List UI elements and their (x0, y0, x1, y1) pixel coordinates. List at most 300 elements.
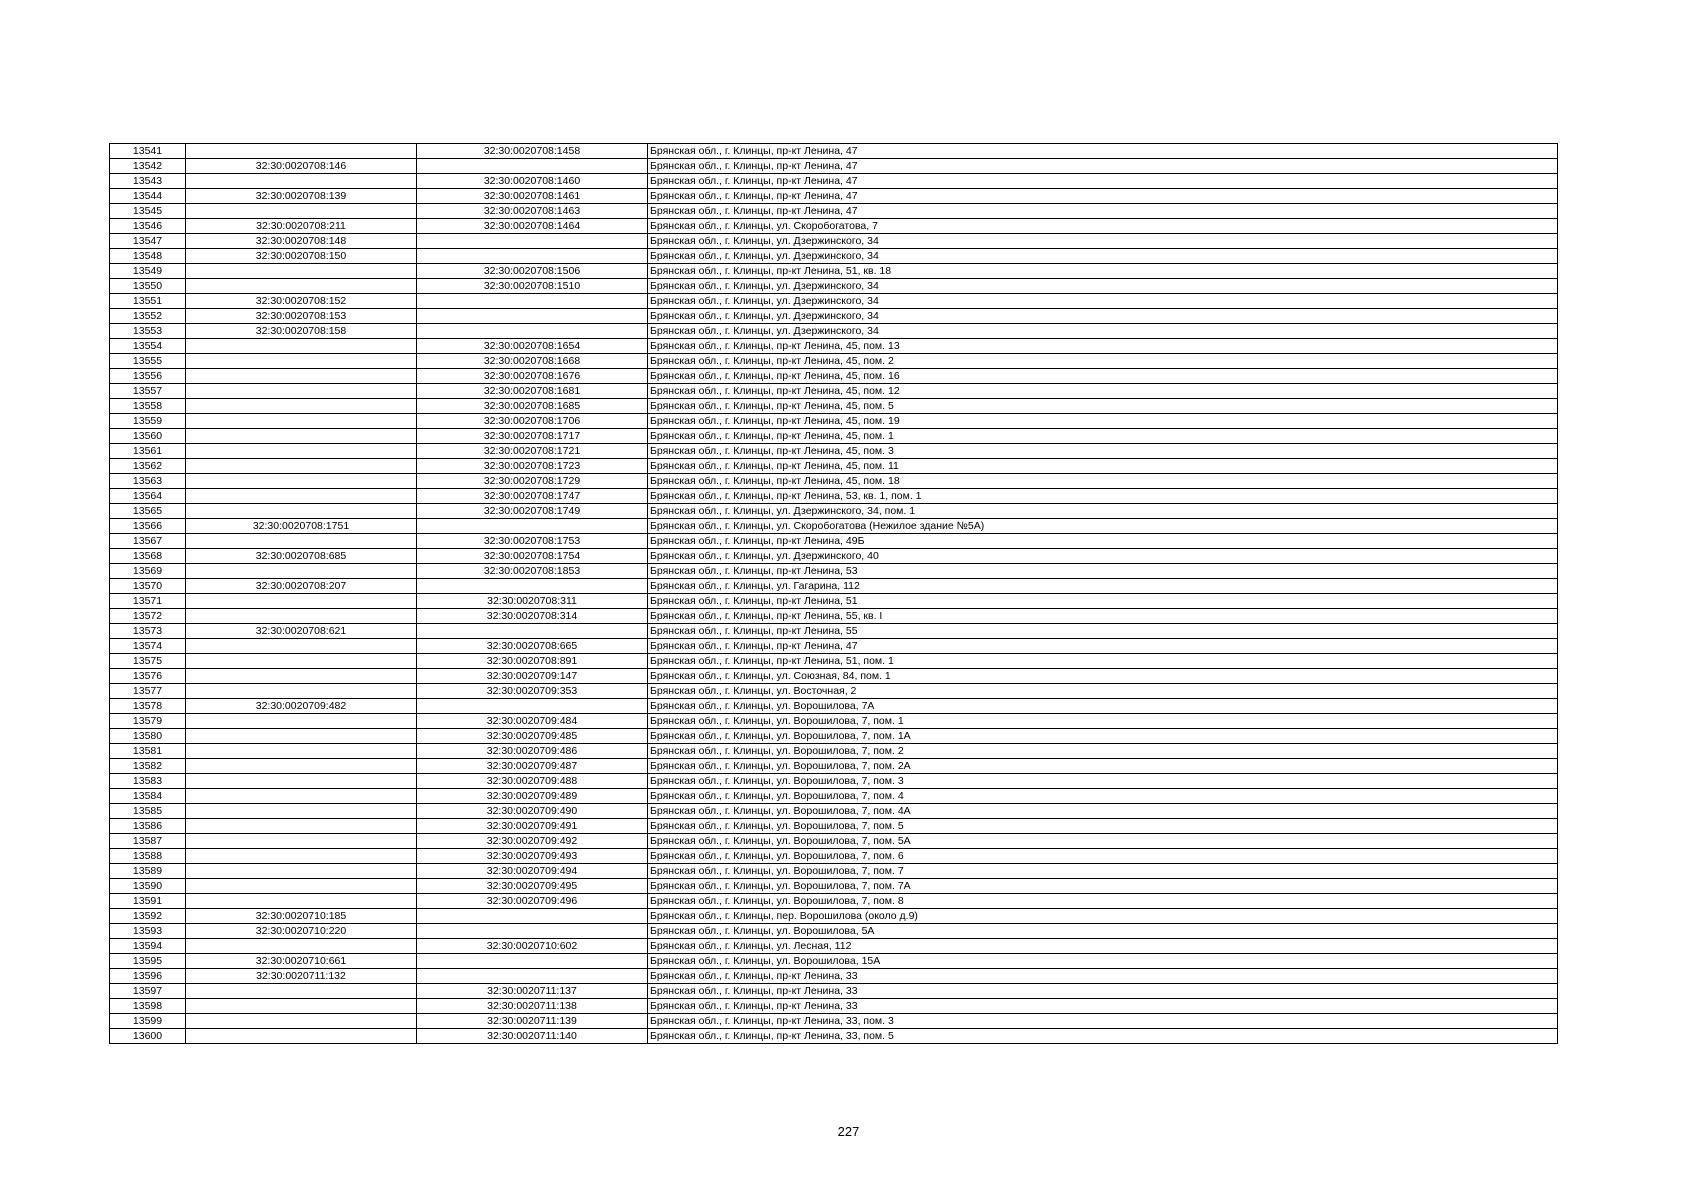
address-cell: Брянская обл., г. Клинцы, ул. Ворошилова, 7, пом. 4 (648, 789, 1558, 804)
address-cell: Брянская обл., г. Клинцы, пр-кт Ленина, 47 (648, 174, 1558, 189)
land-plot-cadastral-cell (186, 984, 417, 999)
address-cell: Брянская обл., г. Клинцы, пр-кт Ленина, 33 (648, 969, 1558, 984)
building-cadastral-cell: 32:30:0020709:491 (417, 819, 648, 834)
row-number-cell: 13587 (110, 834, 186, 849)
row-number-cell: 13558 (110, 399, 186, 414)
land-plot-cadastral-cell (186, 879, 417, 894)
row-number-cell: 13557 (110, 384, 186, 399)
land-plot-cadastral-cell (186, 999, 417, 1014)
row-number-cell: 13581 (110, 744, 186, 759)
land-plot-cadastral-cell (186, 1014, 417, 1029)
table-row (110, 144, 1558, 159)
row-number-cell: 13589 (110, 864, 186, 879)
building-cadastral-cell: 32:30:0020709:488 (417, 774, 648, 789)
address-cell: Брянская обл., г. Клинцы, ул. Дзержинского, 34 (648, 279, 1558, 294)
row-number-cell: 13546 (110, 219, 186, 234)
table-row (110, 489, 1558, 504)
building-cadastral-cell: 32:30:0020708:1754 (417, 549, 648, 564)
table-row (110, 234, 1558, 249)
building-cadastral-cell: 32:30:0020709:487 (417, 759, 648, 774)
land-plot-cadastral-cell (186, 819, 417, 834)
address-cell: Брянская обл., г. Клинцы, пр-кт Ленина, 45, пом. 1 (648, 429, 1558, 444)
table-row (110, 594, 1558, 609)
row-number-cell: 13569 (110, 564, 186, 579)
table-row (110, 849, 1558, 864)
row-number-cell: 13593 (110, 924, 186, 939)
row-number-cell: 13551 (110, 294, 186, 309)
address-cell: Брянская обл., г. Клинцы, ул. Ворошилова, 7, пом. 7 (648, 864, 1558, 879)
table-row (110, 834, 1558, 849)
address-cell: Брянская обл., г. Клинцы, пр-кт Ленина, 47 (648, 189, 1558, 204)
row-number-cell: 13580 (110, 729, 186, 744)
address-cell: Брянская обл., г. Клинцы, пр-кт Ленина, 45, пом. 16 (648, 369, 1558, 384)
table-row (110, 624, 1558, 639)
address-cell: Брянская обл., г. Клинцы, ул. Дзержинского, 34 (648, 294, 1558, 309)
land-plot-cadastral-cell (186, 279, 417, 294)
row-number-cell: 13549 (110, 264, 186, 279)
land-plot-cadastral-cell (186, 774, 417, 789)
address-cell: Брянская обл., г. Клинцы, пр-кт Ленина, 45, пом. 18 (648, 474, 1558, 489)
address-cell: Брянская обл., г. Клинцы, пр-кт Ленина, 55 (648, 624, 1558, 639)
address-cell: Брянская обл., г. Клинцы, ул. Ворошилова, 5А (648, 924, 1558, 939)
address-cell: Брянская обл., г. Клинцы, ул. Ворошилова, 7, пом. 2 (648, 744, 1558, 759)
building-cadastral-cell: 32:30:0020711:140 (417, 1029, 648, 1044)
building-cadastral-cell: 32:30:0020708:1668 (417, 354, 648, 369)
table-row (110, 729, 1558, 744)
building-cadastral-cell: 32:30:0020709:147 (417, 669, 648, 684)
land-plot-cadastral-cell: 32:30:0020710:185 (186, 909, 417, 924)
row-number-cell: 13563 (110, 474, 186, 489)
building-cadastral-cell: 32:30:0020709:484 (417, 714, 648, 729)
building-cadastral-cell: 32:30:0020709:353 (417, 684, 648, 699)
table-row (110, 669, 1558, 684)
table-row (110, 954, 1558, 969)
address-cell: Брянская обл., г. Клинцы, пр-кт Ленина, 51, кв. 18 (648, 264, 1558, 279)
row-number-cell: 13565 (110, 504, 186, 519)
table-row (110, 504, 1558, 519)
land-plot-cadastral-cell: 32:30:0020708:207 (186, 579, 417, 594)
address-cell: Брянская обл., г. Клинцы, пр-кт Ленина, 53, кв. 1, пом. 1 (648, 489, 1558, 504)
building-cadastral-cell: 32:30:0020708:891 (417, 654, 648, 669)
land-plot-cadastral-cell (186, 744, 417, 759)
address-cell: Брянская обл., г. Клинцы, ул. Скоробогатова, 7 (648, 219, 1558, 234)
address-cell: Брянская обл., г. Клинцы, пр-кт Ленина, 47 (648, 159, 1558, 174)
land-plot-cadastral-cell: 32:30:0020708:1751 (186, 519, 417, 534)
land-plot-cadastral-cell (186, 489, 417, 504)
row-number-cell: 13542 (110, 159, 186, 174)
building-cadastral-cell: 32:30:0020708:1510 (417, 279, 648, 294)
address-cell: Брянская обл., г. Клинцы, ул. Ворошилова, 7, пом. 8 (648, 894, 1558, 909)
address-cell: Брянская обл., г. Клинцы, пр-кт Ленина, 51, пом. 1 (648, 654, 1558, 669)
building-cadastral-cell: 32:30:0020711:137 (417, 984, 648, 999)
address-cell: Брянская обл., г. Клинцы, пр-кт Ленина, 33, пом. 3 (648, 1014, 1558, 1029)
address-cell: Брянская обл., г. Клинцы, ул. Дзержинского, 34, пом. 1 (648, 504, 1558, 519)
address-cell: Брянская обл., г. Клинцы, пр-кт Ленина, 47 (648, 144, 1558, 159)
table-row (110, 189, 1558, 204)
land-plot-cadastral-cell (186, 684, 417, 699)
building-cadastral-cell (417, 249, 648, 264)
table-row (110, 219, 1558, 234)
building-cadastral-cell (417, 234, 648, 249)
building-cadastral-cell (417, 699, 648, 714)
land-plot-cadastral-cell (186, 834, 417, 849)
land-plot-cadastral-cell (186, 534, 417, 549)
address-cell: Брянская обл., г. Клинцы, пр-кт Ленина, 33 (648, 999, 1558, 1014)
building-cadastral-cell (417, 294, 648, 309)
table-row (110, 819, 1558, 834)
row-number-cell: 13568 (110, 549, 186, 564)
address-cell: Брянская обл., г. Клинцы, ул. Ворошилова, 15А (648, 954, 1558, 969)
table-row (110, 879, 1558, 894)
row-number-cell: 13582 (110, 759, 186, 774)
table-row (110, 249, 1558, 264)
row-number-cell: 13572 (110, 609, 186, 624)
row-number-cell: 13553 (110, 324, 186, 339)
table-row (110, 324, 1558, 339)
land-plot-cadastral-cell (186, 714, 417, 729)
row-number-cell: 13588 (110, 849, 186, 864)
row-number-cell: 13597 (110, 984, 186, 999)
land-plot-cadastral-cell: 32:30:0020708:153 (186, 309, 417, 324)
land-plot-cadastral-cell (186, 399, 417, 414)
row-number-cell: 13592 (110, 909, 186, 924)
land-plot-cadastral-cell (186, 204, 417, 219)
land-plot-cadastral-cell (186, 414, 417, 429)
row-number-cell: 13579 (110, 714, 186, 729)
table-row (110, 459, 1558, 474)
land-plot-cadastral-cell (186, 1029, 417, 1044)
land-plot-cadastral-cell (186, 264, 417, 279)
land-plot-cadastral-cell: 32:30:0020708:152 (186, 294, 417, 309)
table-row (110, 579, 1558, 594)
row-number-cell: 13556 (110, 369, 186, 384)
row-number-cell: 13561 (110, 444, 186, 459)
land-plot-cadastral-cell: 32:30:0020708:621 (186, 624, 417, 639)
building-cadastral-cell: 32:30:0020708:1458 (417, 144, 648, 159)
building-cadastral-cell: 32:30:0020708:1753 (417, 534, 648, 549)
building-cadastral-cell: 32:30:0020708:1654 (417, 339, 648, 354)
row-number-cell: 13585 (110, 804, 186, 819)
building-cadastral-cell (417, 969, 648, 984)
row-number-cell: 13596 (110, 969, 186, 984)
row-number-cell: 13545 (110, 204, 186, 219)
land-plot-cadastral-cell: 32:30:0020708:148 (186, 234, 417, 249)
address-cell: Брянская обл., г. Клинцы, пр-кт Ленина, 47 (648, 204, 1558, 219)
table-row (110, 654, 1558, 669)
address-cell: Брянская обл., г. Клинцы, ул. Дзержинского, 34 (648, 234, 1558, 249)
table-row (110, 984, 1558, 999)
row-number-cell: 13590 (110, 879, 186, 894)
table-row (110, 399, 1558, 414)
address-cell: Брянская обл., г. Клинцы, пр-кт Ленина, 45, пом. 12 (648, 384, 1558, 399)
building-cadastral-cell: 32:30:0020708:1460 (417, 174, 648, 189)
land-plot-cadastral-cell: 32:30:0020711:132 (186, 969, 417, 984)
land-plot-cadastral-cell (186, 339, 417, 354)
land-plot-cadastral-cell (186, 369, 417, 384)
building-cadastral-cell: 32:30:0020708:1506 (417, 264, 648, 279)
building-cadastral-cell: 32:30:0020709:490 (417, 804, 648, 819)
address-cell: Брянская обл., г. Клинцы, пр-кт Ленина, 45, пом. 19 (648, 414, 1558, 429)
table-row (110, 939, 1558, 954)
table-row (110, 159, 1558, 174)
table-row (110, 609, 1558, 624)
table-row (110, 789, 1558, 804)
land-plot-cadastral-cell (186, 789, 417, 804)
address-cell: Брянская обл., г. Клинцы, ул. Лесная, 112 (648, 939, 1558, 954)
building-cadastral-cell: 32:30:0020708:1749 (417, 504, 648, 519)
address-cell: Брянская обл., г. Клинцы, ул. Дзержинского, 34 (648, 309, 1558, 324)
row-number-cell: 13548 (110, 249, 186, 264)
address-cell: Брянская обл., г. Клинцы, ул. Восточная, 2 (648, 684, 1558, 699)
table-row (110, 564, 1558, 579)
table-row (110, 639, 1558, 654)
row-number-cell: 13598 (110, 999, 186, 1014)
table-row (110, 744, 1558, 759)
building-cadastral-cell (417, 954, 648, 969)
land-plot-cadastral-cell (186, 864, 417, 879)
row-number-cell: 13564 (110, 489, 186, 504)
address-cell: Брянская обл., г. Клинцы, ул. Ворошилова, 7, пом. 3 (648, 774, 1558, 789)
land-plot-cadastral-cell (186, 729, 417, 744)
table-row (110, 519, 1558, 534)
table-row (110, 924, 1558, 939)
building-cadastral-cell: 32:30:0020708:1461 (417, 189, 648, 204)
row-number-cell: 13583 (110, 774, 186, 789)
land-plot-cadastral-cell: 32:30:0020708:146 (186, 159, 417, 174)
land-plot-cadastral-cell (186, 429, 417, 444)
row-number-cell: 13576 (110, 669, 186, 684)
building-cadastral-cell (417, 624, 648, 639)
registry-table (109, 143, 1558, 1044)
building-cadastral-cell (417, 159, 648, 174)
land-plot-cadastral-cell (186, 939, 417, 954)
row-number-cell: 13560 (110, 429, 186, 444)
table-row (110, 414, 1558, 429)
building-cadastral-cell (417, 579, 648, 594)
table-row (110, 294, 1558, 309)
table-row (110, 1029, 1558, 1044)
address-cell: Брянская обл., г. Клинцы, ул. Ворошилова, 7, пом. 5А (648, 834, 1558, 849)
address-cell: Брянская обл., г. Клинцы, ул. Ворошилова, 7, пом. 5 (648, 819, 1558, 834)
building-cadastral-cell: 32:30:0020710:602 (417, 939, 648, 954)
table-row (110, 384, 1558, 399)
table-row (110, 999, 1558, 1014)
table-row (110, 279, 1558, 294)
address-cell: Брянская обл., г. Клинцы, ул. Дзержинского, 34 (648, 324, 1558, 339)
land-plot-cadastral-cell (186, 894, 417, 909)
building-cadastral-cell: 32:30:0020708:1747 (417, 489, 648, 504)
land-plot-cadastral-cell (186, 804, 417, 819)
row-number-cell: 13544 (110, 189, 186, 204)
row-number-cell: 13571 (110, 594, 186, 609)
row-number-cell: 13559 (110, 414, 186, 429)
table-row (110, 309, 1558, 324)
land-plot-cadastral-cell: 32:30:0020708:685 (186, 549, 417, 564)
address-cell: Брянская обл., г. Клинцы, пр-кт Ленина, 45, пом. 5 (648, 399, 1558, 414)
table-row (110, 894, 1558, 909)
building-cadastral-cell: 32:30:0020709:494 (417, 864, 648, 879)
row-number-cell: 13567 (110, 534, 186, 549)
address-cell: Брянская обл., г. Клинцы, пр-кт Ленина, 33, пом. 5 (648, 1029, 1558, 1044)
row-number-cell: 13554 (110, 339, 186, 354)
building-cadastral-cell: 32:30:0020708:1706 (417, 414, 648, 429)
registry-table-body (110, 144, 1558, 1044)
row-number-cell: 13562 (110, 459, 186, 474)
address-cell: Брянская обл., г. Клинцы, ул. Дзержинского, 34 (648, 249, 1558, 264)
table-row (110, 699, 1558, 714)
table-row (110, 429, 1558, 444)
row-number-cell: 13570 (110, 579, 186, 594)
address-cell: Брянская обл., г. Клинцы, пр-кт Ленина, 53 (648, 564, 1558, 579)
building-cadastral-cell: 32:30:0020711:138 (417, 999, 648, 1014)
row-number-cell: 13547 (110, 234, 186, 249)
table-row (110, 714, 1558, 729)
building-cadastral-cell: 32:30:0020709:492 (417, 834, 648, 849)
row-number-cell: 13573 (110, 624, 186, 639)
row-number-cell: 13543 (110, 174, 186, 189)
table-row (110, 804, 1558, 819)
row-number-cell: 13541 (110, 144, 186, 159)
land-plot-cadastral-cell (186, 759, 417, 774)
land-plot-cadastral-cell (186, 639, 417, 654)
building-cadastral-cell: 32:30:0020709:485 (417, 729, 648, 744)
building-cadastral-cell: 32:30:0020708:1723 (417, 459, 648, 474)
building-cadastral-cell: 32:30:0020708:314 (417, 609, 648, 624)
land-plot-cadastral-cell: 32:30:0020710:220 (186, 924, 417, 939)
address-cell: Брянская обл., г. Клинцы, ул. Дзержинского, 40 (648, 549, 1558, 564)
building-cadastral-cell: 32:30:0020709:496 (417, 894, 648, 909)
building-cadastral-cell: 32:30:0020708:1463 (417, 204, 648, 219)
address-cell: Брянская обл., г. Клинцы, пр-кт Ленина, 47 (648, 639, 1558, 654)
building-cadastral-cell: 32:30:0020709:493 (417, 849, 648, 864)
table-row (110, 444, 1558, 459)
land-plot-cadastral-cell (186, 504, 417, 519)
land-plot-cadastral-cell (186, 444, 417, 459)
building-cadastral-cell: 32:30:0020711:139 (417, 1014, 648, 1029)
row-number-cell: 13577 (110, 684, 186, 699)
table-row (110, 369, 1558, 384)
address-cell: Брянская обл., г. Клинцы, пр-кт Ленина, 49Б (648, 534, 1558, 549)
table-row (110, 534, 1558, 549)
address-cell: Брянская обл., г. Клинцы, пр-кт Ленина, 45, пом. 13 (648, 339, 1558, 354)
table-row (110, 774, 1558, 789)
building-cadastral-cell: 32:30:0020708:665 (417, 639, 648, 654)
address-cell: Брянская обл., г. Клинцы, пр-кт Ленина, 45, пом. 2 (648, 354, 1558, 369)
table-row (110, 759, 1558, 774)
building-cadastral-cell: 32:30:0020709:489 (417, 789, 648, 804)
row-number-cell: 13586 (110, 819, 186, 834)
address-cell: Брянская обл., г. Клинцы, ул. Ворошилова, 7, пом. 6 (648, 849, 1558, 864)
address-cell: Брянская обл., г. Клинцы, пр-кт Ленина, 51 (648, 594, 1558, 609)
land-plot-cadastral-cell (186, 669, 417, 684)
land-plot-cadastral-cell: 32:30:0020708:211 (186, 219, 417, 234)
land-plot-cadastral-cell: 32:30:0020708:139 (186, 189, 417, 204)
table-row (110, 174, 1558, 189)
land-plot-cadastral-cell: 32:30:0020708:150 (186, 249, 417, 264)
table-row (110, 684, 1558, 699)
building-cadastral-cell: 32:30:0020708:311 (417, 594, 648, 609)
building-cadastral-cell (417, 909, 648, 924)
address-cell: Брянская обл., г. Клинцы, ул. Ворошилова, 7, пом. 1А (648, 729, 1558, 744)
table-row (110, 909, 1558, 924)
land-plot-cadastral-cell: 32:30:0020709:482 (186, 699, 417, 714)
building-cadastral-cell: 32:30:0020708:1681 (417, 384, 648, 399)
row-number-cell: 13578 (110, 699, 186, 714)
address-cell: Брянская обл., г. Клинцы, пер. Ворошилова (около д.9) (648, 909, 1558, 924)
address-cell: Брянская обл., г. Клинцы, ул. Ворошилова, 7, пом. 4А (648, 804, 1558, 819)
row-number-cell: 13575 (110, 654, 186, 669)
table-row (110, 1014, 1558, 1029)
table-row (110, 474, 1558, 489)
table-row (110, 264, 1558, 279)
table-row (110, 864, 1558, 879)
address-cell: Брянская обл., г. Клинцы, ул. Гагарина, 112 (648, 579, 1558, 594)
address-cell: Брянская обл., г. Клинцы, пр-кт Ленина, 45, пом. 11 (648, 459, 1558, 474)
row-number-cell: 13566 (110, 519, 186, 534)
table-row (110, 339, 1558, 354)
land-plot-cadastral-cell (186, 474, 417, 489)
building-cadastral-cell (417, 324, 648, 339)
land-plot-cadastral-cell (186, 174, 417, 189)
land-plot-cadastral-cell (186, 849, 417, 864)
building-cadastral-cell (417, 309, 648, 324)
address-cell: Брянская обл., г. Клинцы, пр-кт Ленина, 33 (648, 984, 1558, 999)
land-plot-cadastral-cell (186, 354, 417, 369)
land-plot-cadastral-cell: 32:30:0020710:661 (186, 954, 417, 969)
building-cadastral-cell (417, 924, 648, 939)
building-cadastral-cell (417, 519, 648, 534)
address-cell: Брянская обл., г. Клинцы, пр-кт Ленина, 45, пом. 3 (648, 444, 1558, 459)
row-number-cell: 13595 (110, 954, 186, 969)
land-plot-cadastral-cell (186, 144, 417, 159)
land-plot-cadastral-cell: 32:30:0020708:158 (186, 324, 417, 339)
address-cell: Брянская обл., г. Клинцы, ул. Союзная, 84, пом. 1 (648, 669, 1558, 684)
land-plot-cadastral-cell (186, 459, 417, 474)
building-cadastral-cell: 32:30:0020709:486 (417, 744, 648, 759)
table-row (110, 354, 1558, 369)
land-plot-cadastral-cell (186, 594, 417, 609)
address-cell: Брянская обл., г. Клинцы, ул. Ворошилова, 7, пом. 1 (648, 714, 1558, 729)
row-number-cell: 13550 (110, 279, 186, 294)
building-cadastral-cell: 32:30:0020708:1721 (417, 444, 648, 459)
building-cadastral-cell: 32:30:0020708:1685 (417, 399, 648, 414)
land-plot-cadastral-cell (186, 654, 417, 669)
address-cell: Брянская обл., г. Клинцы, ул. Скоробогатова (Нежилое здание №5А) (648, 519, 1558, 534)
address-cell: Брянская обл., г. Клинцы, ул. Ворошилова, 7, пом. 2А (648, 759, 1558, 774)
page-number: 227 (837, 1124, 860, 1139)
building-cadastral-cell: 32:30:0020708:1717 (417, 429, 648, 444)
building-cadastral-cell: 32:30:0020708:1853 (417, 564, 648, 579)
building-cadastral-cell: 32:30:0020708:1676 (417, 369, 648, 384)
table-row (110, 204, 1558, 219)
land-plot-cadastral-cell (186, 384, 417, 399)
address-cell: Брянская обл., г. Клинцы, ул. Ворошилова, 7А (648, 699, 1558, 714)
row-number-cell: 13552 (110, 309, 186, 324)
building-cadastral-cell: 32:30:0020708:1464 (417, 219, 648, 234)
row-number-cell: 13574 (110, 639, 186, 654)
row-number-cell: 13594 (110, 939, 186, 954)
row-number-cell: 13555 (110, 354, 186, 369)
land-plot-cadastral-cell (186, 564, 417, 579)
row-number-cell: 13584 (110, 789, 186, 804)
address-cell: Брянская обл., г. Клинцы, пр-кт Ленина, 55, кв. I (648, 609, 1558, 624)
table-row (110, 549, 1558, 564)
table-row (110, 969, 1558, 984)
building-cadastral-cell: 32:30:0020708:1729 (417, 474, 648, 489)
row-number-cell: 13600 (110, 1029, 186, 1044)
land-plot-cadastral-cell (186, 609, 417, 624)
address-cell: Брянская обл., г. Клинцы, ул. Ворошилова, 7, пом. 7А (648, 879, 1558, 894)
